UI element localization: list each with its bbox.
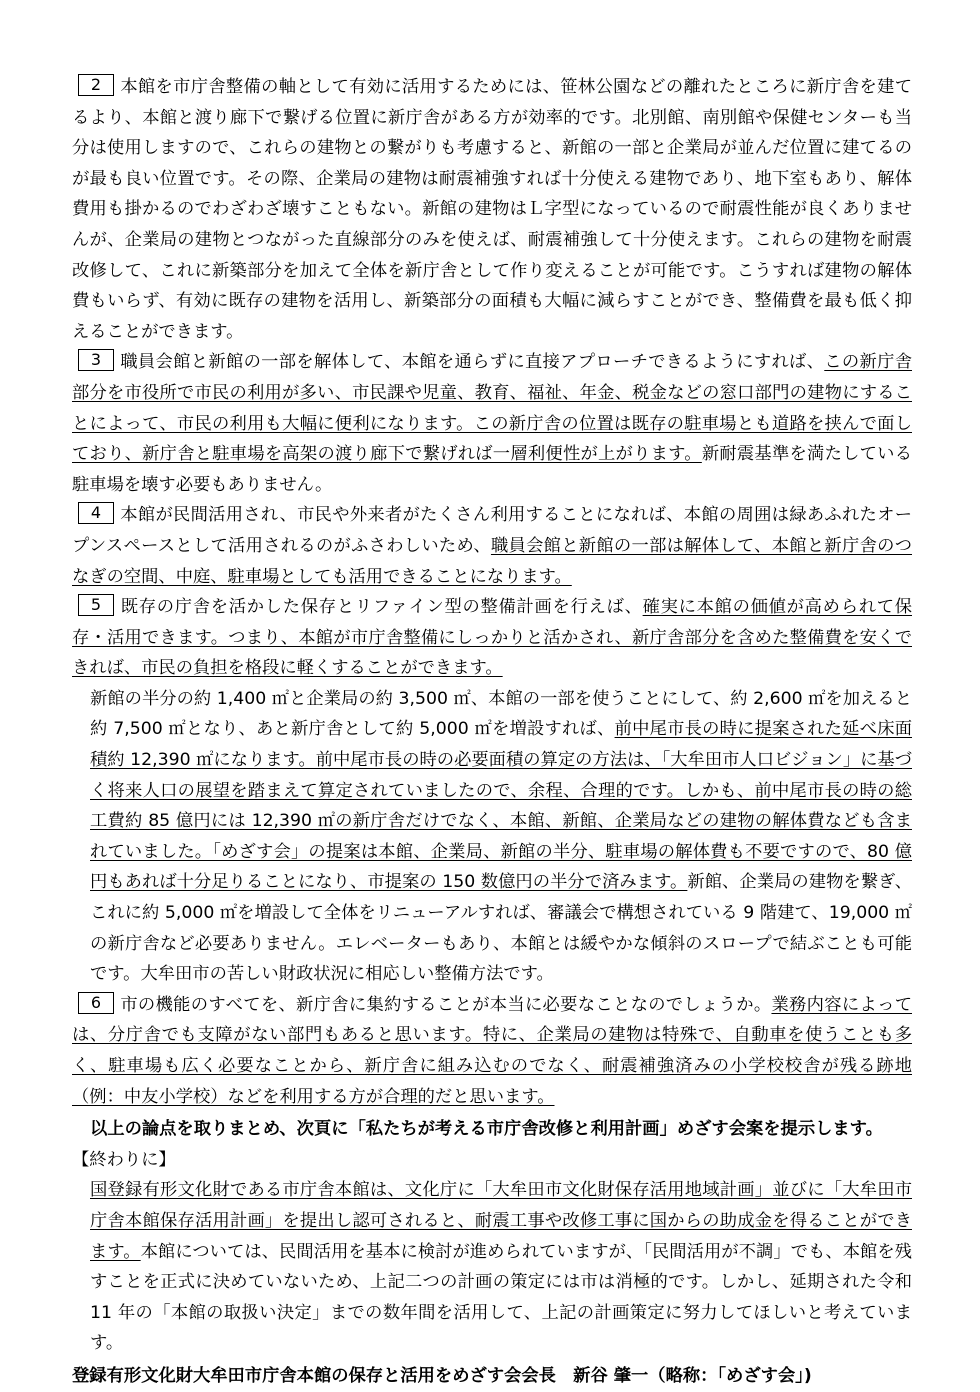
point-5-underlined-text: 確実に本館の価値が高められて保存・活用できます。つまり、本館が市庁舎整備にしっかりと活かされ、新庁舎部分を含めた整備費を安くできれば、市民の負担を格段に軽くすることができます。 [72, 597, 912, 679]
area-text-end: 新館、企業局の建物を繋ぎ、これに約 5,000 ㎡を増設して全体をリニューアルすれば、審議会で構想されている 9 階建て、19,000 ㎡の新庁舎など必要ありません。エレベーターもあり、本館とは緩やかな傾斜のスロープで結ぶことも可能です。大牟田市の苦しい財政状況に相応しい整備方法です。 [90, 872, 912, 985]
point-3-text-end: 新耐震基準を満たしている駐車場を壊す必要もありません。 [72, 444, 912, 495]
area-text: 新館の半分の約 1,400 ㎡と企業局の約 3,500 ㎡、本館の一部を使うことにして、約 2,600 ㎡を加えると約 7,500 ㎡となり、あと新庁舎として約 5,000 ㎡を増設すれば、 [90, 688, 912, 740]
area-underlined-text: 前中尾市長の時に提案された延べ床面積約 12,390 ㎡になります。前中尾市長の時の必要面積の算定の方法は、「大牟田市人口ビジョン」に基づく将来人口の展望を踏まえて算定されていましたので、余程、合理的です。しかも、前中尾市長の時の総工費約 85 億円には 12,390 ㎡の新庁舎だけでなく、本館、新館、企業局などの建物の解体費なども含まれていました。「めざす会」の提案は本館、企業局、新館の半分、駐車場の解体費も不要ですので、80 億円もあれば十分足りることになり、市提案の 150 数億円の半分で済みます。 [90, 719, 912, 893]
area-paragraph [72, 684, 912, 990]
point-4-text: 本館が民間活用され、市民や外来者がたくさん利用することになれば、本館の周囲は緑あふれたオープンスペースとして活用されるのがふさわしいため、 [72, 505, 912, 556]
closing-heading: 【終わりに】 [72, 1149, 176, 1170]
closing-paragraph [72, 1175, 912, 1359]
point-number-box: 3 [78, 349, 114, 371]
point-3-text: 職員会館と新館の一部を解体して、本館を通らずに直接アプローチできるようにすれば、 [120, 352, 825, 373]
closing-text: 本館については、民間活用を基本に検討が進められていますが、「民間活用が不調」でも、本館を残すことを正式に決めていないため、上記二つの計画の策定には市は消極的です。しかし、延期された令和 11 年の「本館の取扱い決定」までの数年間を活用して、上記の計画策定に努力してほしいと考えています。 [90, 1241, 913, 1354]
summary-line: 以上の論点を取りまとめ、次頁に「私たちが考える市庁舎改修と利用計画」めざす会案を提示します。 [90, 1119, 883, 1140]
point-number-box: 6 [78, 992, 114, 1014]
signature-line: 登録有形文化財大牟田市庁舎本館の保存と活用をめざす会会長 新谷 肇一（略称：「めざす会」) [72, 1365, 812, 1386]
point-3-paragraph [72, 347, 912, 500]
point-5-paragraph [72, 592, 912, 684]
point-3-underlined-text: この新庁舎部分を市役所で市民の利用が多い、市民課や児童、教育、福祉、年金、税金などの窓口部門の建物にすることによって、市民の利用も大幅に便利になります。この新庁舎の位置は既存の駐車場とも道路を挟んで面しており、新庁舎と駐車場を高架の渡り廊下で繋げれば一層利便性が上がります。 [72, 352, 912, 465]
point-2-text: 本館を市庁舎整備の軸として有効に活用するためには、笹林公園などの離れたところに新庁舎を建てるより、本館と渡り廊下で繋げる位置に新庁舎がある方が効率的です。北別館、南別館や保健センターも当分は使用しますので、これらの建物との繋がりも考慮すると、新館の一部と企業局が並んだ位置に建てるのが最も良い位置です。その際、企業局の建物は耐震補強すれば十分使える建物であり、地下室もあり、解体費用も掛かるのでわざわざ壊すこともない。新館の建物はＬ字型になっているので耐震性能が良くありませんが、企業局の建物とつながった直線部分のみを使えば、耐震補強して十分使えます。これらの建物を耐震改修して、これに新築部分を加えて全体を新庁舎として作り変えることが可能です。こうすれば建物の解体費もいらず、有効に既存の建物を活用し、新築部分の面積も大幅に減らすことができ、整備費を最も低く抑えることができます。 [72, 77, 912, 342]
point-number-box: 5 [78, 594, 114, 616]
document-page [72, 72, 912, 1392]
point-number-box: 2 [78, 74, 114, 96]
point-2-paragraph [72, 72, 912, 347]
point-6-underlined-text: 業務内容によっては、分庁舎でも支障がない部門もあると思います。特に、企業局の建物は特殊で、自動車を使うことも多く、駐車場も広く必要なことから、新庁舎に組み込むのでなく、耐震補強済みの小学校校舎が残る跡地（例：中友小学校）などを利用する方が合理的だと思います。 [72, 994, 912, 1107]
point-6-paragraph [72, 990, 912, 1112]
point-6-text: 市の機能のすべてを、新庁舎に集約することが本当に必要なことなのでしょうか。 [120, 994, 772, 1015]
point-4-paragraph [72, 500, 912, 592]
closing-underlined-text: 国登録有形文化財である市庁舎本館は、文化庁に「大牟田市文化財保存活用地域計画」並びに「大牟田市庁舎本館保存活用計画」を提出し認可されると、耐震工事や改修工事に国からの助成金を得ることができます。 [90, 1180, 912, 1262]
point-5-text: 既存の庁舎を活かした保存とリファイン型の整備計画を行えば、 [120, 597, 643, 618]
point-number-box: 4 [78, 502, 114, 524]
point-4-underlined-text: 職員会館と新館の一部は解体して、本館と新庁舎のつなぎの空間、中庭、駐車場としても活用できることになります。 [72, 535, 912, 587]
